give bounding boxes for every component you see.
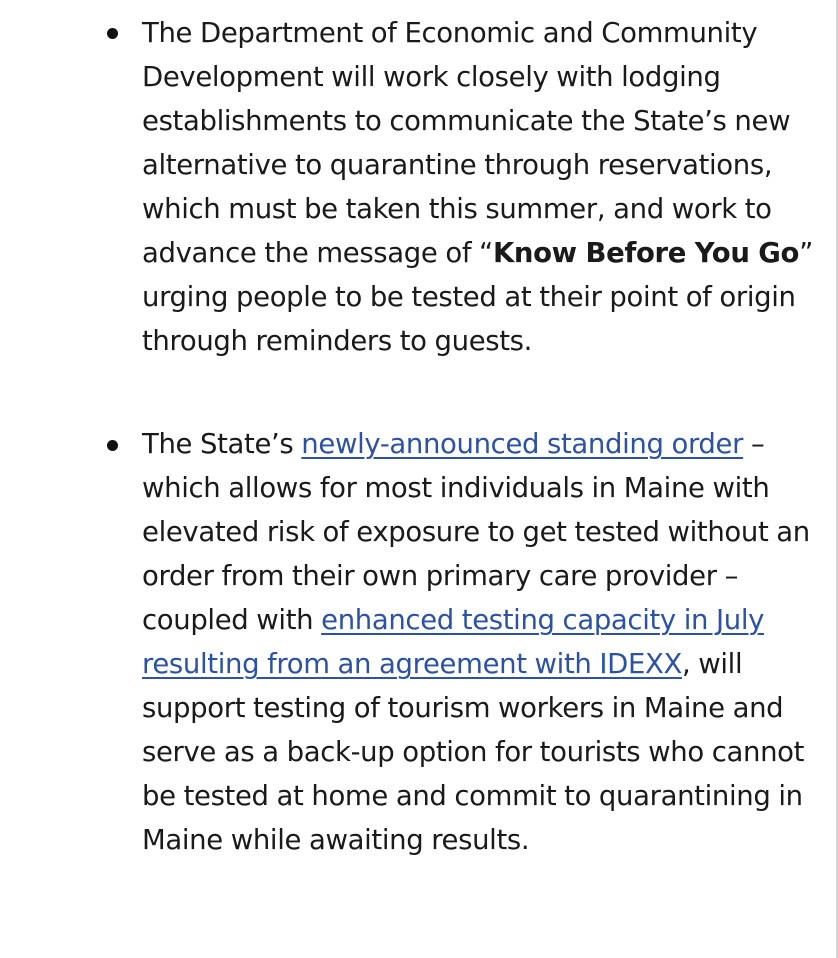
bullet-point-icon (107, 28, 118, 39)
text-segment: , will support testing of tourism workers in Maine and serve as a back-up option for tourists who cannot be tested at home and commit to quarantining in Maine while awaiting results. (142, 648, 805, 856)
bold-phrase-know-before-you-go: Know Before You Go (492, 237, 800, 269)
standing-order-link[interactable]: newly-announced standing order (301, 428, 744, 460)
list-item-text (142, 11, 814, 363)
bullet-point-icon (107, 440, 118, 451)
text-segment: ” urging people to be tested at their point of origin through reminders to guests. (142, 237, 813, 357)
text-segment: –which allows for most individuals in Maine with elevated risk of exposure to get tested without an order from their own primary care provider – coupled with (142, 428, 810, 636)
testing-capacity-link[interactable]: enhanced testing capacity in July resulting from an agreement with IDEXX (142, 604, 765, 680)
text-segment: The State’s (142, 428, 302, 460)
text-segment: The Department of Economic and Community Development will work closely with lodging establishments to communicate the State’s new alternative to quarantine through reservations, which must be taken this summer, and work to advance the message of “ (142, 17, 791, 269)
list-item-text (142, 422, 814, 862)
